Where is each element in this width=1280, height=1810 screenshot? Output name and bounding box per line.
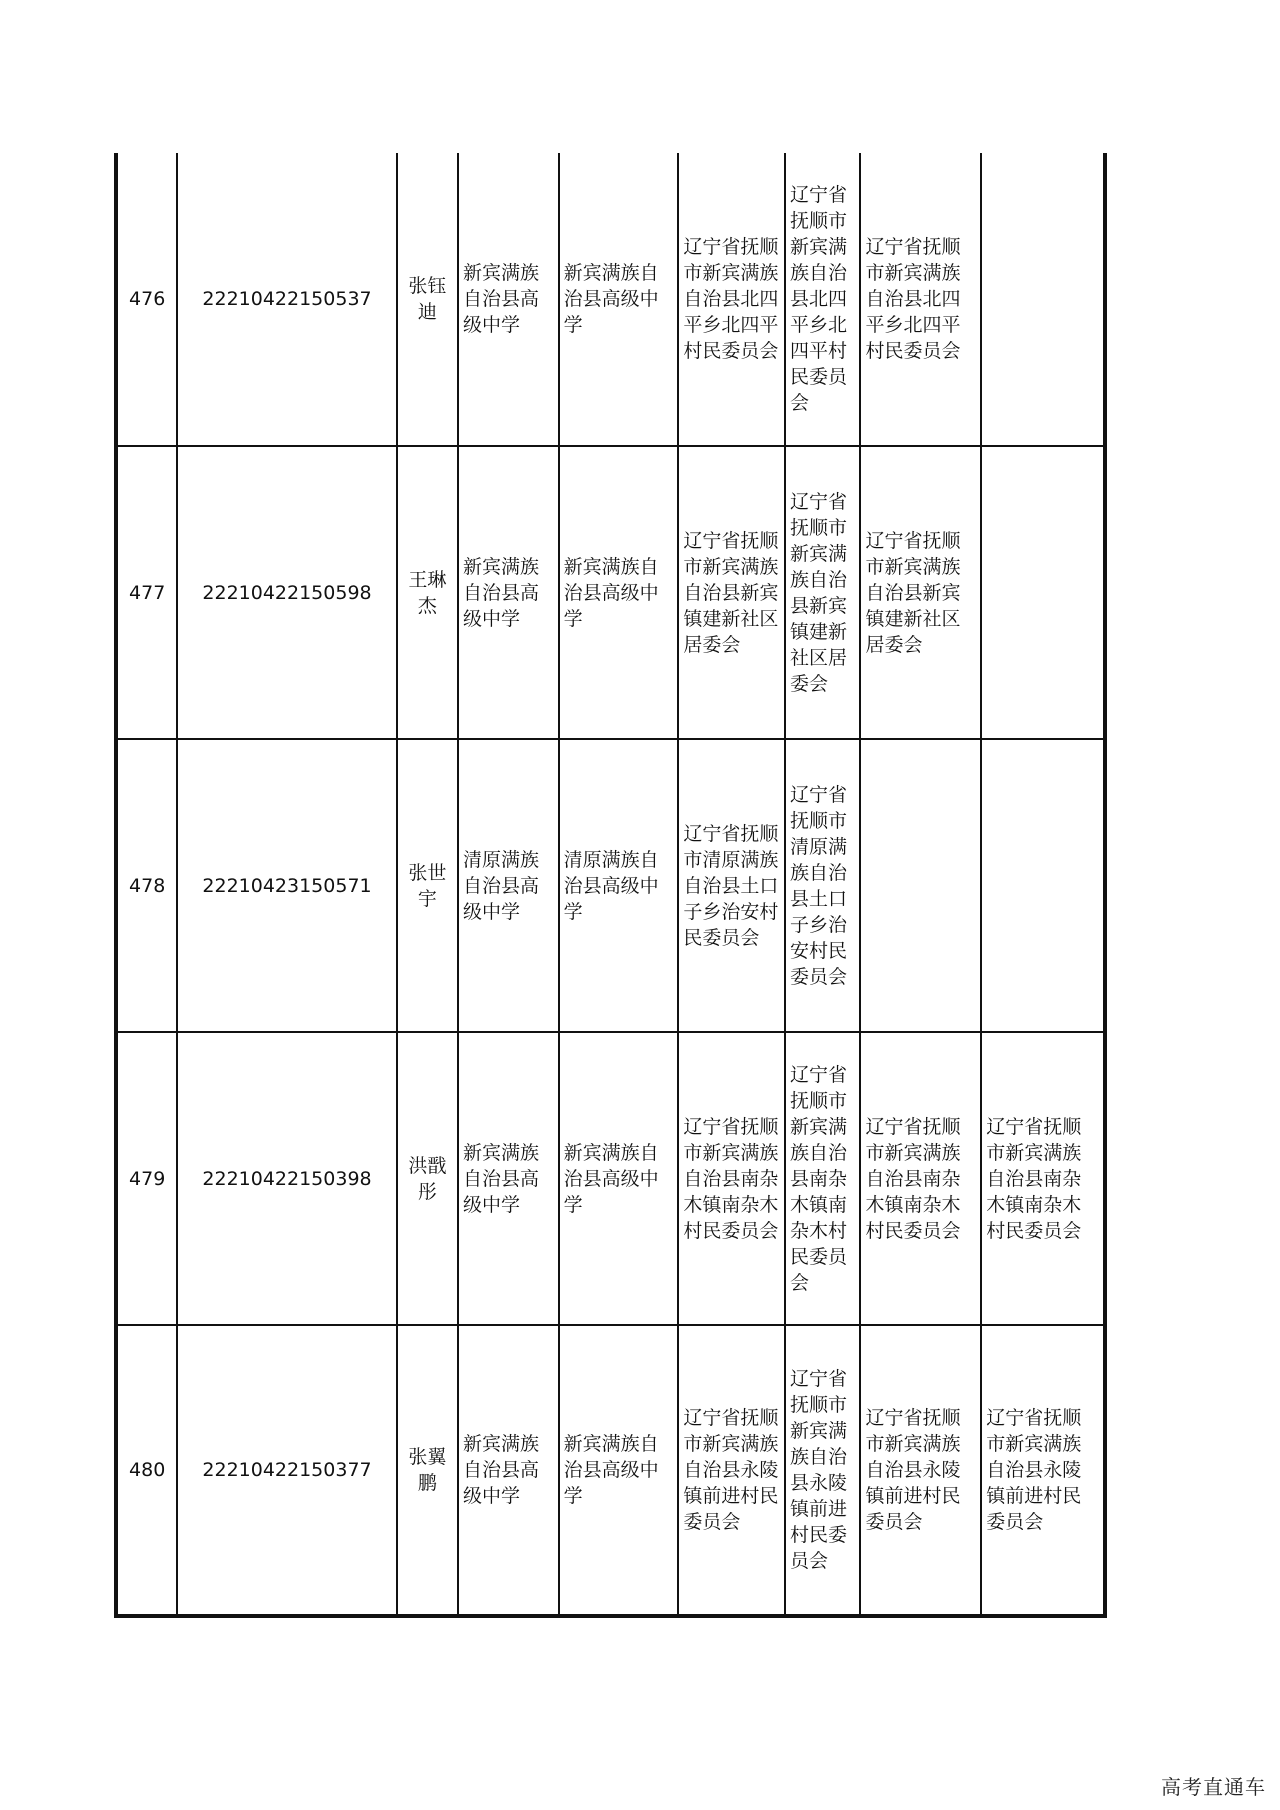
row-number: 480 — [116, 1325, 177, 1616]
enrollment-school: 新宾满族自治县高级中学 — [559, 446, 679, 739]
watermark-text: 高考直通车 — [1161, 1775, 1266, 1799]
table-row — [116, 446, 1105, 739]
guardian-address — [860, 739, 981, 1032]
parent-address: 辽宁省抚顺市清原满族自治县土口子乡治安村民委员会 — [785, 739, 860, 1032]
parent-address: 辽宁省抚顺市新宾满族自治县永陵镇前进村民委员会 — [785, 1325, 860, 1616]
graduate-school: 新宾满族自治县高级中学 — [458, 1325, 559, 1616]
row-number: 479 — [116, 1032, 177, 1325]
guardian-address: 辽宁省抚顺市新宾满族自治县新宾镇建新社区居委会 — [860, 446, 981, 739]
other-address: 辽宁省抚顺市新宾满族自治县永陵镇前进村民委员会 — [981, 1325, 1105, 1616]
exam-id: 22210422150377 — [177, 1325, 396, 1616]
row-number: 477 — [116, 446, 177, 739]
student-name: 张世宇 — [397, 739, 458, 1032]
enrollment-school: 清原满族自治县高级中学 — [559, 739, 679, 1032]
student-name: 洪戬彤 — [397, 1032, 458, 1325]
enrollment-school: 新宾满族自治县高级中学 — [559, 153, 679, 446]
enrollment-school: 新宾满族自治县高级中学 — [559, 1032, 679, 1325]
student-name: 张翼鹏 — [397, 1325, 458, 1616]
graduate-school: 新宾满族自治县高级中学 — [458, 446, 559, 739]
exam-id: 22210422150398 — [177, 1032, 396, 1325]
exam-id: 22210422150537 — [177, 153, 396, 446]
other-address — [981, 739, 1105, 1032]
exam-id: 22210422150598 — [177, 446, 396, 739]
student-roster-table — [114, 153, 1107, 1618]
graduate-school: 清原满族自治县高级中学 — [458, 739, 559, 1032]
household-address: 辽宁省抚顺市清原满族自治县土口子乡治安村民委员会 — [678, 739, 785, 1032]
parent-address: 辽宁省抚顺市新宾满族自治县新宾镇建新社区居委会 — [785, 446, 860, 739]
household-address: 辽宁省抚顺市新宾满族自治县永陵镇前进村民委员会 — [678, 1325, 785, 1616]
household-address: 辽宁省抚顺市新宾满族自治县北四平乡北四平村民委员会 — [678, 153, 785, 446]
parent-address: 辽宁省抚顺市新宾满族自治县南杂木镇南杂木村民委员会 — [785, 1032, 860, 1325]
other-address: 辽宁省抚顺市新宾满族自治县南杂木镇南杂木村民委员会 — [981, 1032, 1105, 1325]
row-number: 476 — [116, 153, 177, 446]
student-name: 张钰迪 — [397, 153, 458, 446]
other-address — [981, 153, 1105, 446]
exam-id: 22210423150571 — [177, 739, 396, 1032]
graduate-school: 新宾满族自治县高级中学 — [458, 153, 559, 446]
table-row — [116, 153, 1105, 446]
graduate-school: 新宾满族自治县高级中学 — [458, 1032, 559, 1325]
household-address: 辽宁省抚顺市新宾满族自治县南杂木镇南杂木村民委员会 — [678, 1032, 785, 1325]
row-number: 478 — [116, 739, 177, 1032]
guardian-address: 辽宁省抚顺市新宾满族自治县北四平乡北四平村民委员会 — [860, 153, 981, 446]
guardian-address: 辽宁省抚顺市新宾满族自治县永陵镇前进村民委员会 — [860, 1325, 981, 1616]
table-row — [116, 1032, 1105, 1325]
other-address — [981, 446, 1105, 739]
household-address: 辽宁省抚顺市新宾满族自治县新宾镇建新社区居委会 — [678, 446, 785, 739]
table-row — [116, 1325, 1105, 1616]
guardian-address: 辽宁省抚顺市新宾满族自治县南杂木镇南杂木村民委员会 — [860, 1032, 981, 1325]
parent-address: 辽宁省抚顺市新宾满族自治县北四平乡北四平村民委员会 — [785, 153, 860, 446]
enrollment-school: 新宾满族自治县高级中学 — [559, 1325, 679, 1616]
student-name: 王琳杰 — [397, 446, 458, 739]
table-row — [116, 739, 1105, 1032]
